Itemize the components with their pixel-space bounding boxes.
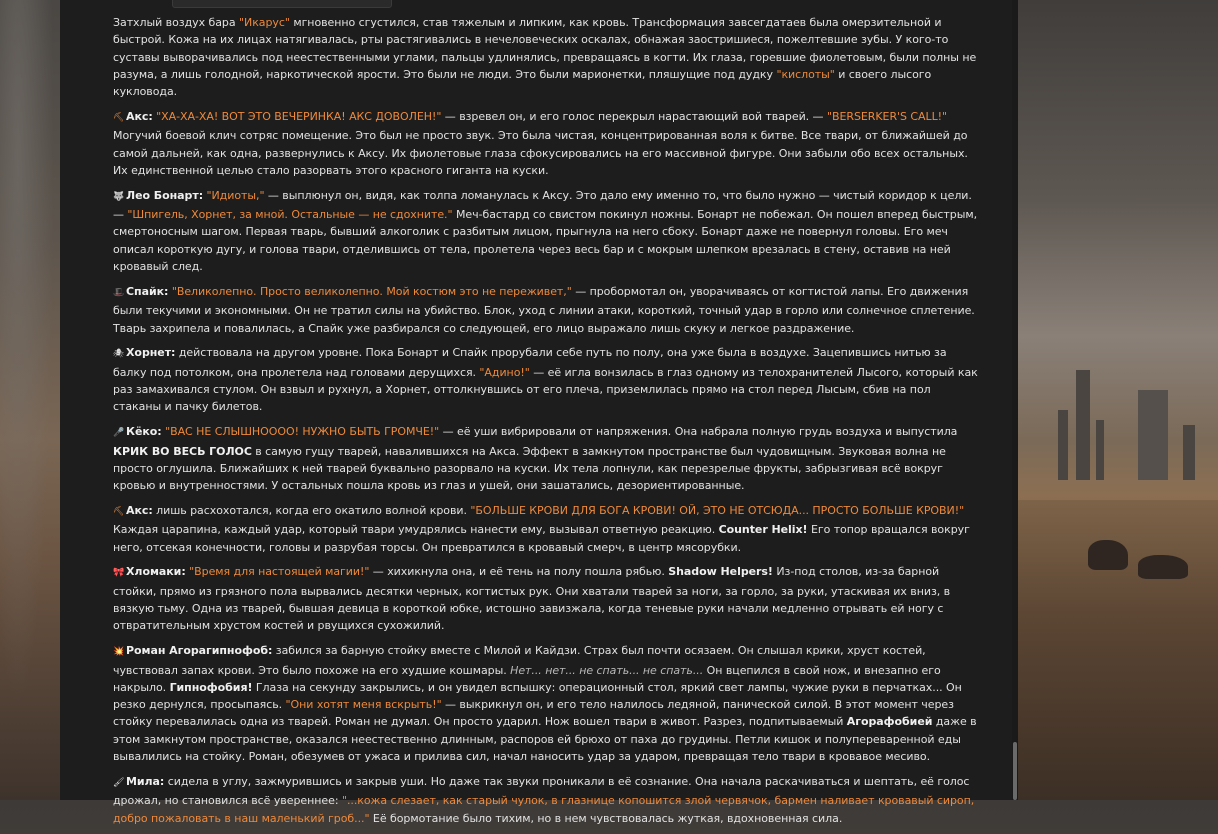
text: в самую гущу тварей, навалившихся на Акса. Эффект в замкнутом пространстве был чудовищным. Звуковая волна не просто оглушила. Ближайших к ней тварей буквально разорвало на куски. Их тела лопнули, как перезрелые фрукты, забрызгивая всё вокруг кровью и внутренностями. У остальных пошла кровь из глаз и ушей, они зашатались, дезориентированные.	[113, 444, 946, 493]
quote: "Адино!"	[479, 365, 530, 379]
background-left	[0, 0, 60, 800]
wolf-icon: 🐺	[113, 191, 125, 202]
rock	[1088, 540, 1128, 570]
skill-name: КРИК ВО ВЕСЬ ГОЛОС	[113, 444, 252, 458]
quote: "Шпигель, Хорнет, за мной. Остальные — не сдохните."	[127, 208, 453, 222]
text: мгновенно сгустился, став тяжелым и липким, как кровь. Трансформация завсегдатаев была омерзительной и быстрой. Кожа на их лицах натягивалась, рты растягивались в нечеловеческих оскалах, обнажая заостришиеся, пожелтевшие зубы. У кого-то суставы выворачивались под неестественными углами, пальцы удлинялись, превращаясь в когти. Их глаза, горевшие фиолетовым, были полны не разума, а лишь голодной, наркотической ярости. Это были не люди. Это были марионетки, пляшущие под дудку	[113, 16, 977, 81]
text: — выплюнул он, видя, как толпа ломанулась к Аксу. Это дало ему именно то, что было нужно — чистый коридор к цели. —	[113, 188, 972, 222]
character-name: Спайк:	[126, 284, 169, 298]
quote: "Идиоты,"	[203, 188, 265, 202]
text: Глаза на секунду закрылись, и он увидел вспышку: операционный стол, яркий свет лампы, чужие руки в перчатках... Он резко дернулся, просыпаясь.	[113, 680, 962, 712]
axe-icon: ⛏	[113, 113, 125, 124]
character-name: Кёко:	[126, 425, 162, 439]
character-name: Мила:	[126, 774, 165, 788]
quote: "ВАС НЕ СЛЫШНОООО! НУЖНО БЫТЬ ГРОМЧЕ!"	[161, 425, 440, 439]
ruin-spire	[1076, 370, 1090, 480]
message-content	[113, 14, 981, 834]
scrollbar-thumb[interactable]	[1013, 742, 1017, 800]
text: Он вцепился в свой нож, и внезапно его накрыло.	[113, 663, 941, 694]
paragraph-roman	[113, 642, 981, 765]
brush-icon: 🖌	[113, 777, 125, 788]
text: — пробормотал он, уворачиваясь от когтистой лапы. Его движения были текучими и экономными. Он не тратил силы на убийство. Блок, уход с линии атаки, короткий, точный удар в горло или солнечное сплетение. Тварь захрипела и повалилась, а Спайк уже разбирался со следующей, его лицо выражало лишь скуку и легкое раздражение.	[113, 284, 975, 335]
text: лишь расхохотался, когда его окатило волной крови.	[152, 503, 471, 517]
text: Её бормотание было тихим, но в нем чувствовалась жуткая, вдохновенная сила.	[369, 811, 843, 825]
skill-name: Counter Helix!	[718, 523, 808, 537]
top-control[interactable]	[172, 0, 392, 8]
character-name: Хломаки:	[126, 565, 186, 579]
skill-name: Агорафобией	[846, 715, 933, 729]
paragraph-intro	[113, 14, 981, 100]
text: Его топор вращался вокруг него, отсекая конечности, головы и разрубая торсы. Он превратился в кровавый смерч, в центр мясорубки.	[113, 523, 970, 554]
text: Из-под столов, из-за барной стойки, прямо из грязного пола вырвались десятки черных, когтистых рук. Они хватали тварей за ноги, за горло, за руки, утаскивая их вниз, в вязкую тьму. Одна из тварей, бывшая девица в короткой юбке, истошно завизжала, когда теневые руки начали медленно отрывать ей ногу с отвратительным хрустом костей и рвущихся сухожилий.	[113, 565, 951, 633]
skill-name: Shadow Helpers!	[668, 565, 773, 579]
text: Могучий боевой клич сотряс помещение. Это был не просто звук. Это была чистая, концентрированная воля к битве. Все твари, от ближайшей до самой дальней, как одна, развернулись к Аксу. Их фиолетовые глаза сфокусировались на его массивной фигуре. Они забыли обо всех остальных. Их единственной целью стало разорвать этого красного гиганта на куски.	[113, 129, 968, 177]
text: и своего лысого кукловода.	[113, 67, 932, 99]
text: — хихикнула она, и её тень на полу пошла рябью.	[369, 565, 669, 579]
character-name: Акс:	[126, 503, 153, 517]
skill-name: Гипнофобия!	[169, 680, 253, 694]
ruin-spire	[1096, 420, 1104, 480]
character-name: Роман Агорагипнофоб:	[126, 644, 273, 658]
spider-icon: 🕷	[113, 349, 125, 360]
ruin-spire	[1183, 425, 1195, 480]
paragraph-hornet	[113, 344, 981, 415]
quote: "ХА-ХА-ХА! ВОТ ЭТО ВЕЧЕРИНКА! АКС ДОВОЛЕН!"	[152, 110, 442, 124]
bow-icon: 🎀	[113, 568, 125, 579]
thought: Нет... нет... не спать... не спать...	[510, 663, 704, 677]
paragraph-aks	[113, 108, 981, 179]
singer-icon: 🎤	[113, 428, 125, 439]
rock	[1138, 555, 1188, 579]
text: даже в этом замкнутом пространстве, оказался неестественно длинным, распоров ей брюхо от паха до грудины. Петли кишок и полупереваренной еды вывалились на стойку. Роман, обезумев от ужаса и прилива сил, начал наносить удар за ударом, превращая тело твари в кровавое месиво.	[113, 715, 977, 764]
quote: "BERSERKER'S CALL!"	[826, 110, 948, 124]
text: Каждая царапина, каждый удар, который твари умудрялись нанести ему, вызывал ответную реакцию.	[113, 523, 719, 537]
background-right	[1018, 0, 1218, 800]
text: — её уши вибрировали от напряжения. Она набрала полную грудь воздуха и выпустила	[439, 425, 958, 439]
quote: "БОЛЬШЕ КРОВИ ДЛЯ БОГА КРОВИ! ОЙ, ЭТО НЕ ОТСЮДА... ПРОСТО БОЛЬШЕ КРОВИ!"	[470, 503, 965, 517]
text: Меч-бастард со свистом покинул ножны. Бонарт не побежал. Он пошел вперед быстрым, смертоносным шагом. Первая тварь, бывший алкоголик с разбитым лицом, прыгнула на него сбоку. Бонарт даже не повернул головы. Его меч описал короткую дугу, и голова твари, отделившись от тела, пролетела через весь бар и с мокрым шлепком врезалась в стену, оставив на ней кровавый след.	[113, 208, 978, 274]
quote: "кислоты"	[776, 67, 835, 81]
paragraph-bonart	[113, 187, 981, 275]
axe-icon: ⛏	[113, 506, 125, 517]
quote: "...кожа слезает, как старый чулок, в глазнице копошится злой червячок, бармен наливает кровавый сироп, добро пожаловать в наш маленький гроб..."	[113, 794, 975, 825]
text: — взревел он, и его голос перекрыл нарастающий вой тварей. —	[441, 110, 827, 124]
text: забился за барную стойку вместе с Милой и Кайдзи. Страх был почти осязаем. Он слышал крики, хруст костей, чувствовал запах крови. Это было похоже на его худшие кошмары.	[113, 644, 926, 677]
paragraph-kyoko	[113, 423, 981, 494]
quote: "Икарус"	[239, 16, 290, 29]
text: Затхлый воздух бара	[113, 16, 239, 29]
quote: "Они хотят меня вскрыть!"	[285, 698, 442, 712]
character-name: Хорнет:	[126, 346, 176, 360]
ruin-spire	[1058, 410, 1068, 480]
text: сидела в углу, зажмурившись и закрыв уши. Но даже так звуки проникали в её сознание. Она начала раскачиваться и шептать, её голос дрожал, но становился всё увереннее:	[113, 774, 970, 808]
burst-icon: 💥	[113, 647, 125, 658]
scrollbar-track[interactable]	[1012, 0, 1018, 800]
ruin-spire	[1138, 390, 1168, 480]
text: — выкрикнул он, и его тело налилось ледяной, панической силой. В этот момент через стойку перевалилась одна из тварей. Роман не думал. Он просто ударил. Нож вошел твари в живот. Разрез, подпитываемый	[113, 698, 954, 729]
paragraph-spike	[113, 283, 981, 337]
character-name: Лео Бонарт:	[126, 188, 204, 202]
quote: "Великолепно. Просто великолепно. Мой костюм это не переживет,"	[168, 284, 572, 298]
paragraph-hlomaki	[113, 563, 981, 634]
quote: "Время для настоящей магии!"	[185, 565, 370, 579]
paragraph-aks-2	[113, 502, 981, 556]
character-name: Акс:	[126, 110, 153, 124]
text: — её игла вонзилась в глаз одному из телохранителей Лысого, который как раз замахивался стулом. Он взвыл и рухнул, а Хорнет, оттолкнувшись от его плеча, приземлилась прямо на стол перед Лысым, сбив на пол стаканы и пачку билетов.	[113, 365, 978, 414]
text: действовала на другом уровне. Пока Бонарт и Спайк прорубали себе путь по полу, она уже была в воздухе. Зацепившись нитью за балку под потолком, она пролетела над головами дерущихся.	[113, 346, 947, 379]
hat-icon: 🎩	[113, 287, 125, 298]
